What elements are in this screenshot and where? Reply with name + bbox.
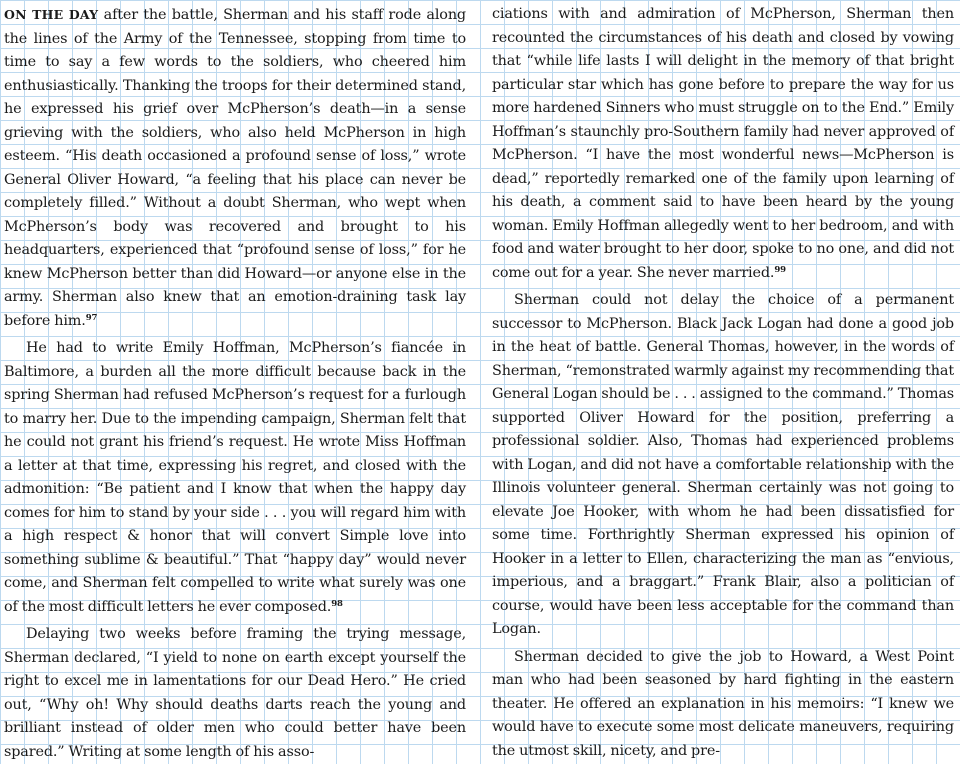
footnote-marker: 97 [85,312,98,323]
paragraph-text: ciations with and admiration of McPherson, Sherman then recounted the circumstances of his death and closed by vowing that “while life lasts I will delight in the memory of that bright particular star which has gone before to prepare the way for us more hardened Sinners who must struggle on to the End.” Emily Hoffman’s staunchly pro-Southern family had never approved of McPherson. “I have the most wonderful news—McPherson is dead,” reportedly remarked one of the family upon learning of his death, a comment said to have been heard by the young woman. Emily Hoffman allegedly went to her bedroom, and with food and water brought to her door, spoke to no one, and did not come out for a year. She never married. [492,6,954,281]
paragraph [4,3,466,333]
paragraph [492,3,954,285]
lead-in-smallcaps: ON THE DAY [4,7,99,22]
left-column [4,0,466,760]
paragraph-text: He had to write Emily Hoffman, McPherson’s fiancée in Baltimore, a burden all the more difficult because back in the spring Sherman had refused McPherson’s request for a furlough to marry her. Due to the impending campaign, Sherman felt that he could not grant his friend’s request. He wrote Miss Hoffman a letter at that time, expressing his regret, and closed with the admonition: “Be patient and I know that when the happy day comes for him to stand by your side . . . you will regard him with a high respect & honor that will convert Simple love into something sublime & beautiful.” That “happy day” would never come, and Sherman felt compelled to write what surely was one of the most difficult letters he ever composed. [4,340,466,615]
right-column [492,0,954,759]
paragraph-text: Delaying two weeks before framing the trying message, Sherman declared, “I yield to none on earth except yourself the right to excel me in lamentations for our Dead Hero.” He cried out, “Why oh! Why should deaths darts reach the young and brilliant instead of older men who could better have been spared.” Writing at some length of his asso- [4,626,466,760]
paragraph [492,646,954,764]
column-gutter [474,0,484,635]
paragraph [4,623,466,764]
paragraph-text: Sherman decided to give the job to Howard, a West Point man who had been seasoned by hard fighting in the eastern theater. He offered an explanation in his memoirs: “I knew we would have to execute some most delicate maneuvers, requiring the utmost skill, nicety, and pre- [492,648,954,759]
paragraph [492,289,954,642]
paragraph-text: Sherman could not delay the choice of a permanent successor to McPherson. Black Jack Logan had done a good job in the heat of battle. General Thomas, however, in the words of Sherman, “remonstrated warmly against my recommending that General Logan should be . . . assigned to the command.” Thomas supported Oliver Howard for the position, preferring a professional soldier. Also, Thomas had experienced problems with Logan, and did not have a comfortable relationship with the Illinois volunteer general. Sherman certainly was not going to elevate Joe Hooker, with whom he had been dissatisfied for some time. Forthrightly Sherman expressed his opinion of Hooker in a letter to Ellen, characterizing the man as “envious, imperious, and a braggart.” Frank Blair, also a politician of course, would have been less acceptable for the command than Logan. [492,292,954,637]
footnote-marker: 98 [331,598,343,609]
paragraph-text: after the battle, Sherman and his staff rode along the lines of the Army of the Tennessee, stopping from time to time to say a few words to the soldiers, who cheered him enthusiastically. Thanking the troops for their determined stand, he expressed his grief over McPherson’s death—in a sense grieving with the soldiers, who also held McPherson in high esteem. “His death occasioned a profound sense of loss,” wrote General Oliver Howard, “a feeling that his place can never be completely filled.” Without a doubt Sherman, who wept when McPherson’s body was recovered and brought to his headquarters, experienced that “profound sense of loss,” for he knew McPherson better than did Howard—or anyone else in the army. Sherman also knew that an emotion-draining task lay before him. [4,7,466,329]
paragraph [4,337,466,619]
footnote-marker: 99 [774,264,786,275]
